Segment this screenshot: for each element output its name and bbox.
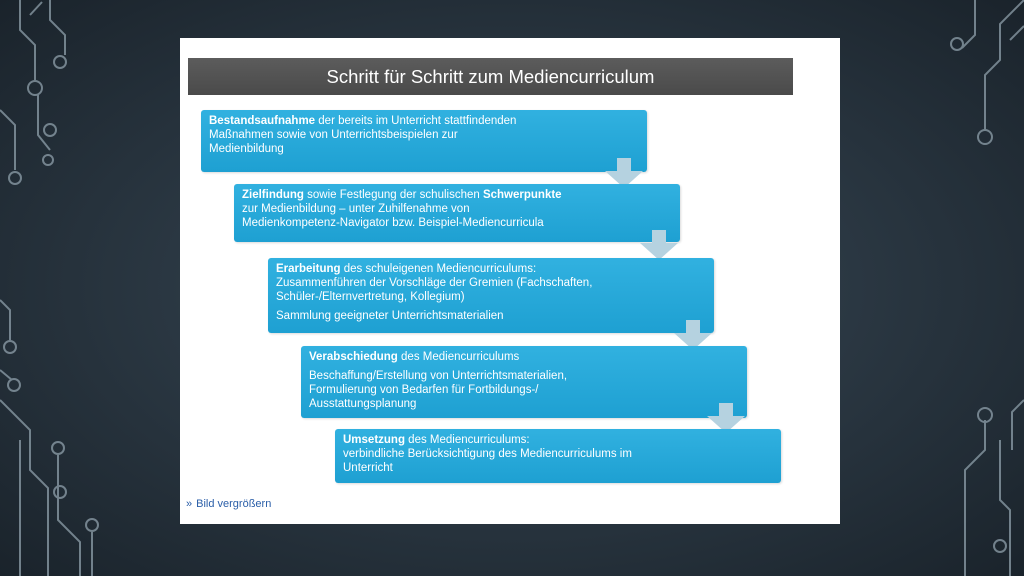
enlarge-image-link[interactable]: [186, 498, 271, 510]
step-3-line-4: Sammlung geeigneter Unterrichtsmaterialien: [276, 310, 504, 322]
step-5-line-2: verbindliche Berücksichtigung des Mediencurriculums im: [343, 448, 632, 460]
diagram-title: Schritt für Schritt zum Mediencurriculum: [188, 58, 793, 95]
step-4-line-3: Formulierung von Bedarfen für Fortbildungs-/: [309, 384, 539, 396]
chevron-right-icon: »: [186, 498, 193, 510]
arrow-down-icon: [680, 320, 706, 348]
step-verabschiedung: [301, 346, 747, 418]
step-zielfindung: [234, 184, 680, 242]
step-2-keyword: Zielfindung: [242, 189, 304, 201]
step-3-line-3: Schüler-/Elternvertretung, Kollegium): [276, 291, 465, 303]
step-2-keyword-2: Schwerpunkte: [482, 189, 562, 201]
step-3-line-2: Zusammenführen der Vorschläge der Gremien (Fachschaften,: [276, 277, 593, 289]
step-4-keyword: Verabschiedung: [309, 351, 398, 363]
step-1-keyword: Bestandsaufnahme: [209, 115, 316, 127]
step-4-line-4: Ausstattungsplanung: [309, 398, 417, 410]
step-5-text: des Mediencurriculums:: [404, 434, 530, 446]
step-2-line-2: zur Medienbildung – unter Zuhilfenahme von: [242, 203, 470, 215]
arrow-down-icon: [646, 230, 672, 258]
step-5-line-3: Unterricht: [343, 462, 393, 474]
step-4-line-2: Beschaffung/Erstellung von Unterrichtsmaterialien,: [309, 370, 568, 382]
step-bestandsaufnahme: [201, 110, 647, 172]
step-2-text: sowie Festlegung der schulischen: [303, 189, 483, 201]
step-umsetzung: [335, 429, 781, 483]
step-2-line-3: Medienkompetenz-Navigator bzw. Beispiel-Mediencurricula: [242, 217, 544, 229]
step-5-keyword: Umsetzung: [343, 434, 405, 446]
arrow-down-icon: [713, 403, 739, 431]
arrow-down-icon: [611, 158, 637, 186]
enlarge-image-label: Bild vergrößern: [196, 498, 272, 510]
step-3-text: des schuleigenen Mediencurriculums:: [340, 263, 537, 275]
step-1-line-2: Maßnahmen sowie von Unterrichtsbeispielen zur: [209, 129, 458, 141]
step-4-text: des Mediencurriculums: [397, 351, 520, 363]
step-erarbeitung: [268, 258, 714, 333]
step-1-text: der bereits im Unterricht stattfindenden: [315, 115, 517, 127]
step-3-keyword: Erarbeitung: [276, 263, 341, 275]
step-1-line-3: Medienbildung: [209, 143, 284, 155]
slide-content: [180, 38, 840, 524]
